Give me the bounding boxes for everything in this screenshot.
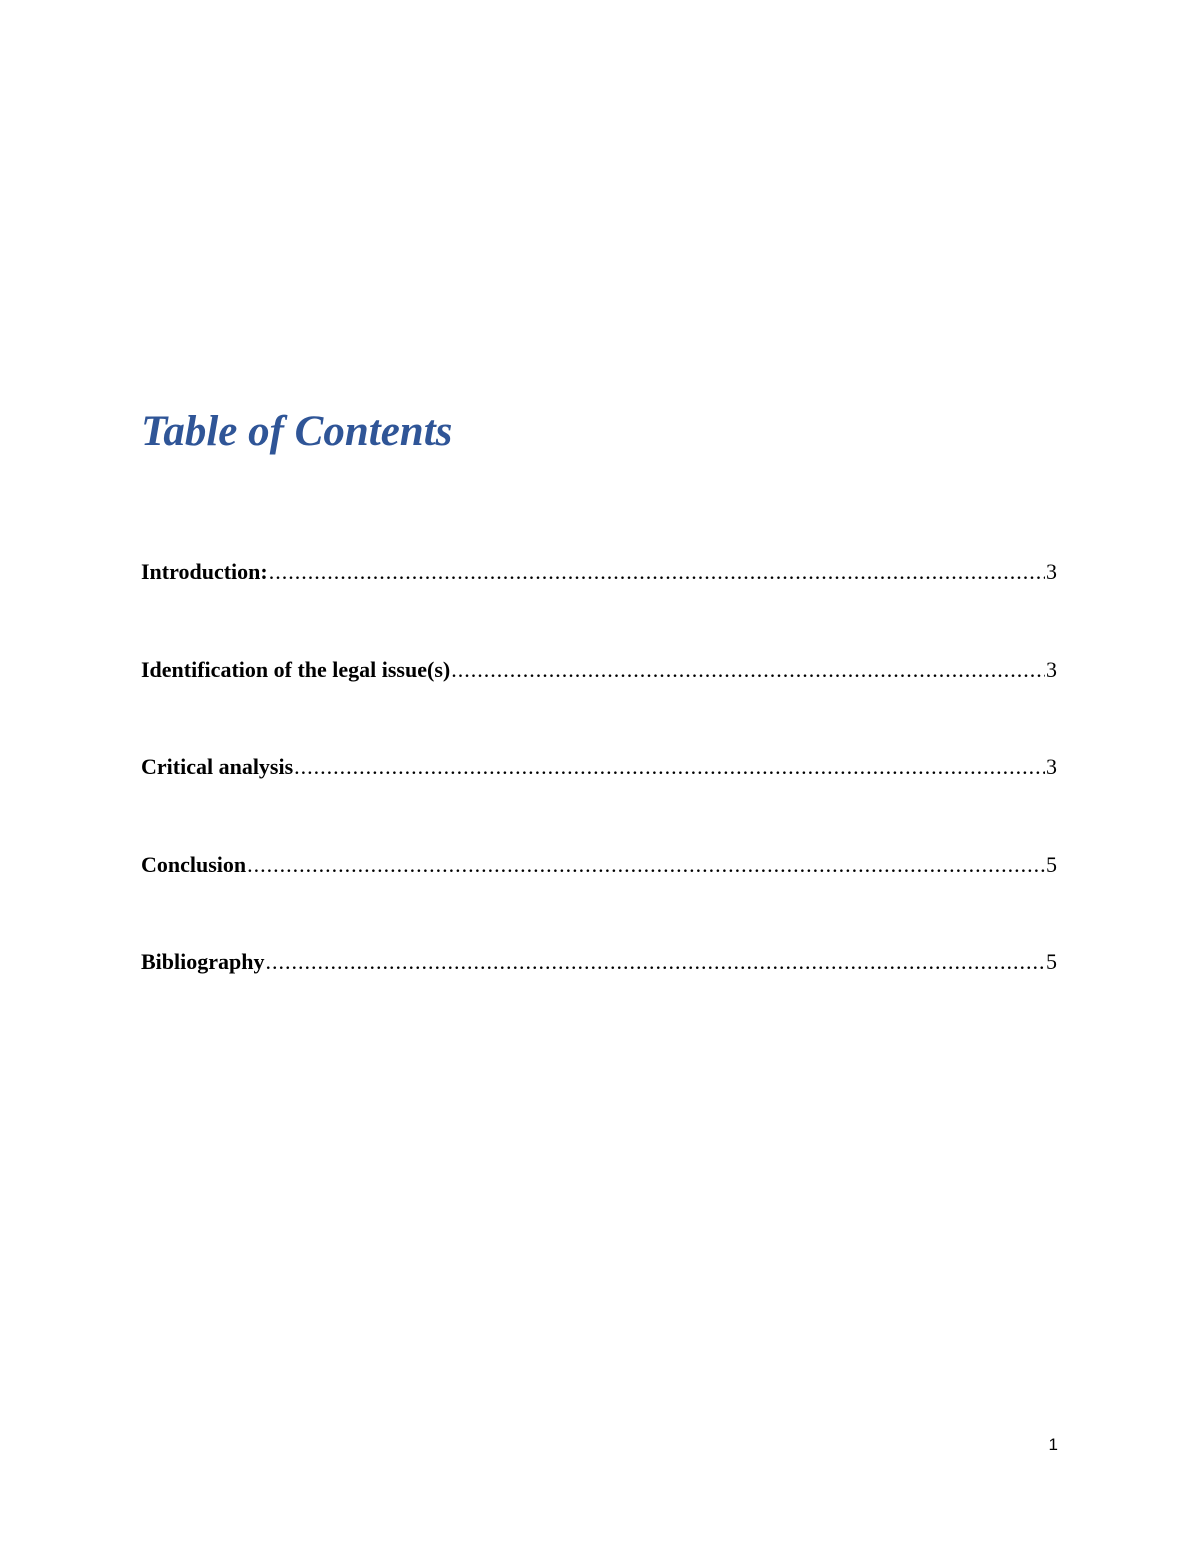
toc-dot-leader <box>247 848 1045 882</box>
toc-entry[interactable] <box>141 945 1057 1043</box>
toc-entry[interactable] <box>141 750 1057 848</box>
toc-entry-page: 5 <box>1046 949 1057 974</box>
toc-dot-leader <box>294 750 1045 784</box>
toc-entry-label: Critical analysis <box>141 754 294 779</box>
toc-entry-label: Introduction: <box>141 559 268 584</box>
toc-list <box>141 555 1057 1043</box>
toc-dot-leader <box>265 945 1045 979</box>
toc-dot-leader <box>269 555 1045 589</box>
toc-entry-page: 3 <box>1046 754 1057 779</box>
toc-entry-page: 3 <box>1046 656 1057 682</box>
toc-entry-label: Conclusion <box>141 851 247 877</box>
toc-entry-label: Bibliography <box>141 949 265 974</box>
toc-entry-page: 3 <box>1046 559 1057 584</box>
toc-entry[interactable] <box>141 555 1057 653</box>
toc-entry-page: 5 <box>1046 851 1057 877</box>
toc-entry[interactable] <box>141 653 1057 751</box>
page-number: 1 <box>1048 1435 1058 1454</box>
toc-entry-label: Identification of the legal issue(s) <box>141 656 451 682</box>
toc-heading: Table of Contents <box>141 408 453 455</box>
toc-entry[interactable] <box>141 848 1057 946</box>
toc-dot-leader <box>451 653 1045 687</box>
